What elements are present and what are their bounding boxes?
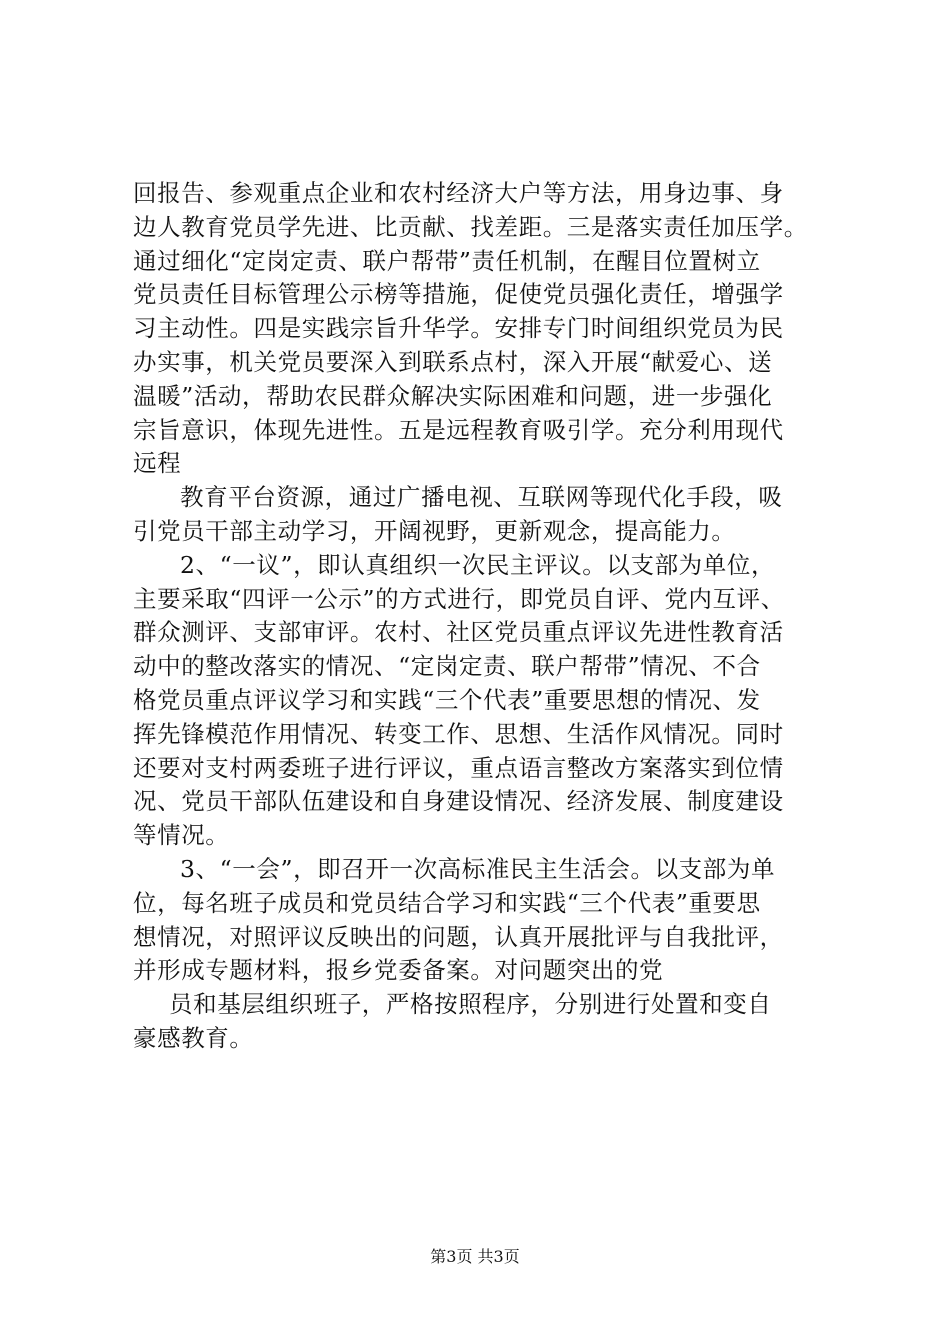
text-line: 回报告、参观重点企业和农村经济大户等方法，用身边事、身 [133, 179, 784, 207]
text-line: 2、“一议”，即认真组织一次民主评议。以支部为单位， [180, 550, 776, 579]
text-line: 位，每名班子成员和党员结合学习和实践“三个代表”重要思 [133, 888, 761, 917]
text-line: 况、党员干部队伍建设和自身建设情况、经济发展、制度建设 [133, 787, 784, 816]
text-line: 豪感教育。 [133, 1023, 254, 1052]
text-line: 温暖”活动，帮助农民群众解决实际困难和问题，进一步强化 [133, 381, 773, 410]
text-line: 3、“一会”，即召开一次高标准民主生活会。以支部为单 [180, 854, 776, 883]
text-line: 主要采取“四评一公示”的方式进行，即党员自评、党内互评、 [133, 584, 785, 613]
text-line: 并形成专题材料，报乡党委备案。对问题突出的党 [133, 956, 664, 985]
text-line: 远程 [133, 449, 182, 478]
text-line: 群众测评、支部审评。农村、社区党员重点评议先进性教育活 [133, 618, 784, 647]
document-body [133, 177, 833, 1056]
text-line: 边人教育党员学先进、比贡献、找差距。三是落实责任加压学。 [133, 212, 808, 241]
text-line: 格党员重点评议学习和实践“三个代表”重要思想的情况、发 [133, 685, 761, 714]
text-line: 党员责任目标管理公示榜等措施，促使党员强化责任，增强学 [133, 280, 784, 309]
text-line: 想情况，对照评议反映出的问题，认真开展批评与自我批评， [133, 922, 784, 951]
text-line: 办实事，机关党员要深入到联系点村，深入开展“献爱心、送 [133, 347, 773, 376]
text-line: 还要对支村两委班子进行评议，重点语言整改方案落实到位情 [133, 753, 784, 782]
page-footer: 第3页 共3页 [430, 1247, 520, 1266]
text-line: 等情况。 [133, 821, 230, 850]
text-line: 通过细化“定岗定责、联户帮带”责任机制，在醒目位置树立 [133, 246, 761, 275]
text-line: 动中的整改落实的情况、“定岗定责、联户帮带”情况、不合 [133, 652, 761, 681]
text-line: 员和基层组织班子，严格按照程序，分别进行处置和变自 [169, 990, 772, 1019]
text-line: 宗旨意识，体现先进性。五是远程教育吸引学。充分利用现代 [133, 415, 784, 444]
text-line: 教育平台资源，通过广播电视、互联网等现代化手段，吸 [180, 483, 783, 512]
text-line: 引党员干部主动学习，开阔视野，更新观念，提高能力。 [133, 516, 736, 545]
text-line: 挥先锋模范作用情况、转变工作、思想、生活作风情况。同时 [133, 719, 784, 748]
text-line: 习主动性。四是实践宗旨升华学。安排专门时间组织党员为民 [133, 314, 784, 343]
